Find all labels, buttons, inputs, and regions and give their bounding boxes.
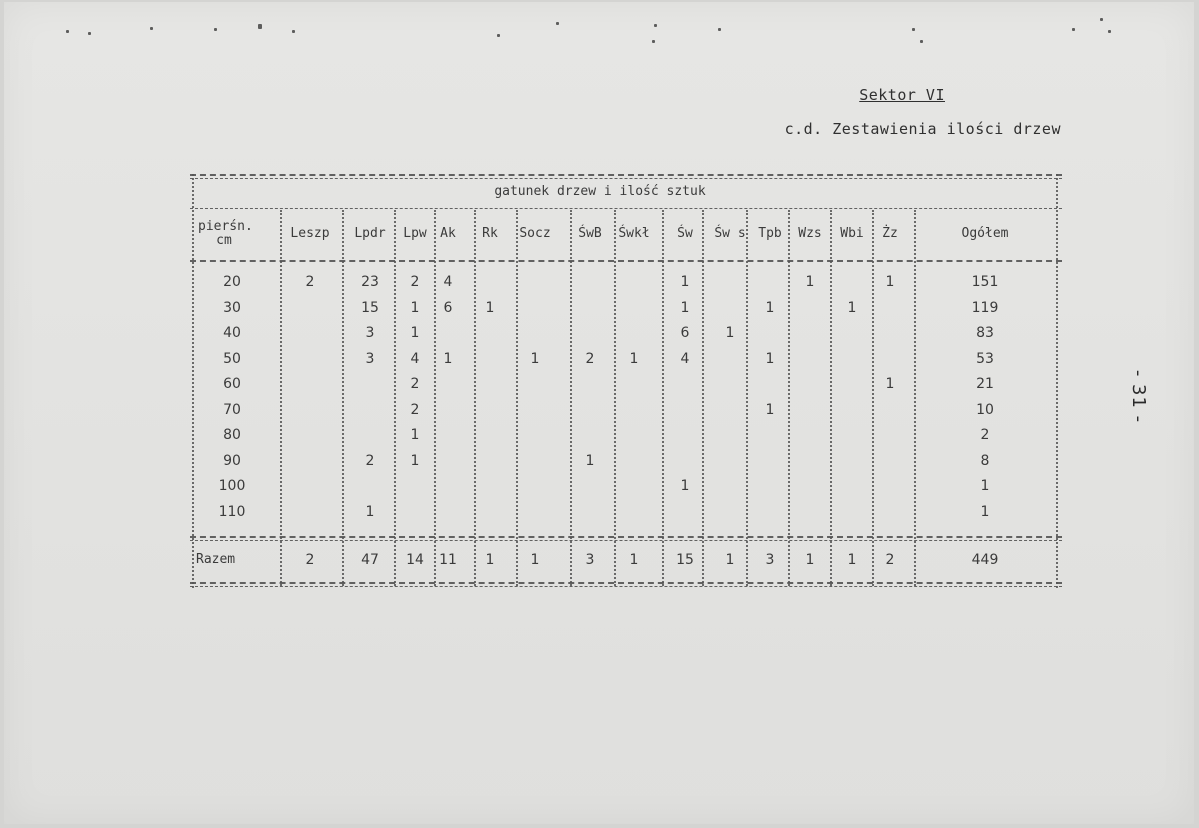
column-header: Lpdr <box>354 226 386 241</box>
table-cell: 21 <box>976 376 994 392</box>
row-diameter: 50 <box>223 350 241 367</box>
table-border-right <box>1056 174 1058 588</box>
column-separator <box>614 210 616 586</box>
table-cell: 6 <box>443 299 453 316</box>
table-cell: 2 <box>980 427 990 443</box>
scan-speck <box>1100 18 1103 21</box>
species-super-header: gatunek drzew i ilość sztuk <box>494 184 706 199</box>
scan-speck <box>718 28 721 31</box>
column-separator <box>662 210 664 586</box>
table-cell: 1 <box>980 478 990 494</box>
table-cell: 1 <box>485 299 495 316</box>
table-cell: 151 <box>971 274 999 290</box>
table-cell: 1 <box>725 325 735 341</box>
column-header: Ak <box>440 226 456 241</box>
total-cell: 11 <box>439 552 457 568</box>
total-row-label: Razem <box>196 552 236 567</box>
document-title: Sektor VI <box>859 86 945 104</box>
page-number: - 31 - <box>1128 369 1150 424</box>
table-cell: 2 <box>410 274 420 290</box>
table-cell: 4 <box>443 274 453 290</box>
column-separator <box>830 210 832 586</box>
table-cell: 4 <box>680 350 690 367</box>
column-header: Wbi <box>840 226 864 241</box>
table-cell: 1 <box>443 350 453 367</box>
row-diameter: 60 <box>223 376 241 392</box>
total-cell: 1 <box>629 552 639 568</box>
table-cell: 119 <box>971 299 999 316</box>
table-cell: 1 <box>980 503 990 520</box>
table-cell: 1 <box>885 274 895 290</box>
row-diameter: 70 <box>223 401 241 418</box>
total-cell: 1 <box>847 552 857 568</box>
column-header: Socz <box>519 226 551 241</box>
table-cell: 1 <box>629 350 639 367</box>
table-cell: 2 <box>410 376 420 392</box>
total-cell: 2 <box>305 552 315 568</box>
column-header: Św <box>677 226 693 241</box>
table-cell: 1 <box>410 452 420 469</box>
row-diameter: 40 <box>223 325 241 341</box>
diameter-header-label: pierśn. <box>198 219 253 234</box>
total-cell: 14 <box>406 552 424 568</box>
column-separator <box>516 210 518 586</box>
column-separator <box>702 210 704 586</box>
column-separator <box>570 210 572 586</box>
column-header: Wzs <box>798 226 822 241</box>
scan-speck <box>497 34 500 37</box>
column-header: ŚwB <box>578 226 602 241</box>
column-header: Śwkł <box>618 226 650 241</box>
table-cell: 1 <box>847 299 857 316</box>
column-separator <box>474 210 476 586</box>
table-rule-super-header <box>190 208 1062 209</box>
table-cell: 1 <box>680 274 690 290</box>
table-cell: 1 <box>585 452 595 469</box>
row-diameter: 20 <box>223 274 241 290</box>
column-separator <box>342 210 344 586</box>
table-cell: 1 <box>530 350 540 367</box>
column-header: Żz <box>882 226 898 241</box>
scan-speck <box>292 30 295 33</box>
scan-speck <box>66 30 69 33</box>
table-rule-column-header <box>190 260 1062 262</box>
table-cell: 2 <box>410 401 420 418</box>
table-cell: 1 <box>410 427 420 443</box>
total-cell: 1 <box>530 552 540 568</box>
table-cell: 3 <box>365 325 375 341</box>
table-rule-top <box>190 174 1062 176</box>
column-separator <box>746 210 748 586</box>
table-cell: 1 <box>765 299 775 316</box>
scan-speck <box>258 24 262 29</box>
column-header: Ogółem <box>961 226 1009 241</box>
scan-speck <box>654 24 657 27</box>
table-cell: 53 <box>976 350 994 367</box>
total-cell: 15 <box>676 552 694 568</box>
scan-speck <box>214 28 217 31</box>
scan-speck <box>652 40 655 43</box>
total-cell: 1 <box>485 552 495 568</box>
scan-speck <box>556 22 559 25</box>
column-separator <box>788 210 790 586</box>
table-cell: 4 <box>410 350 420 367</box>
scan-speck <box>912 28 915 31</box>
table-rule-top-inner <box>190 178 1062 179</box>
table-cell: 2 <box>365 452 375 469</box>
table-cell: 2 <box>305 274 315 290</box>
column-separator <box>280 210 282 586</box>
column-header: Św s <box>714 226 746 241</box>
table-cell: 1 <box>805 274 815 290</box>
scan-speck <box>1108 30 1111 33</box>
column-separator <box>872 210 874 586</box>
table-cell: 23 <box>361 274 379 290</box>
table-cell: 1 <box>410 325 420 341</box>
table-border-left <box>192 174 194 588</box>
total-cell: 3 <box>765 552 775 568</box>
diameter-header-unit: cm <box>216 233 232 248</box>
scan-speck <box>150 27 153 30</box>
tree-count-table <box>190 174 1062 590</box>
column-separator <box>394 210 396 586</box>
table-cell: 3 <box>365 350 375 367</box>
row-diameter: 90 <box>223 452 241 469</box>
table-cell: 1 <box>365 503 375 520</box>
total-cell: 449 <box>971 552 999 568</box>
table-cell: 10 <box>976 401 994 418</box>
total-cell: 47 <box>361 552 379 568</box>
table-cell: 1 <box>765 350 775 367</box>
table-cell: 1 <box>680 478 690 494</box>
table-cell: 1 <box>765 401 775 418</box>
table-cell: 1 <box>410 299 420 316</box>
diameter-column-header <box>198 219 253 248</box>
scan-speck <box>1072 28 1075 31</box>
row-diameter: 30 <box>223 299 241 316</box>
table-rule-bottom <box>190 582 1062 584</box>
column-header: Tpb <box>758 226 782 241</box>
column-header: Leszp <box>290 226 330 241</box>
table-cell: 6 <box>680 325 690 341</box>
table-cell: 2 <box>585 350 595 367</box>
column-separator <box>914 210 916 586</box>
total-cell: 1 <box>805 552 815 568</box>
table-cell: 1 <box>885 376 895 392</box>
table-cell: 83 <box>976 325 994 341</box>
row-diameter: 100 <box>218 478 246 494</box>
document-subtitle: c.d. Zestawienia ilości drzew <box>784 120 1061 138</box>
table-rule-total-top-inner <box>190 540 1062 541</box>
table-rule-total-top <box>190 536 1062 538</box>
column-separator <box>434 210 436 586</box>
row-diameter: 110 <box>218 503 246 520</box>
table-cell: 1 <box>680 299 690 316</box>
total-cell: 3 <box>585 552 595 568</box>
row-diameter: 80 <box>223 427 241 443</box>
total-cell: 1 <box>725 552 735 568</box>
total-cell: 2 <box>885 552 895 568</box>
table-cell: 8 <box>980 452 990 469</box>
column-header: Lpw <box>403 226 427 241</box>
table-rule-bottom-inner <box>190 586 1062 587</box>
table-cell: 15 <box>361 299 379 316</box>
scan-speck <box>88 32 91 35</box>
column-header: Rk <box>482 226 498 241</box>
scan-speck <box>920 40 923 43</box>
